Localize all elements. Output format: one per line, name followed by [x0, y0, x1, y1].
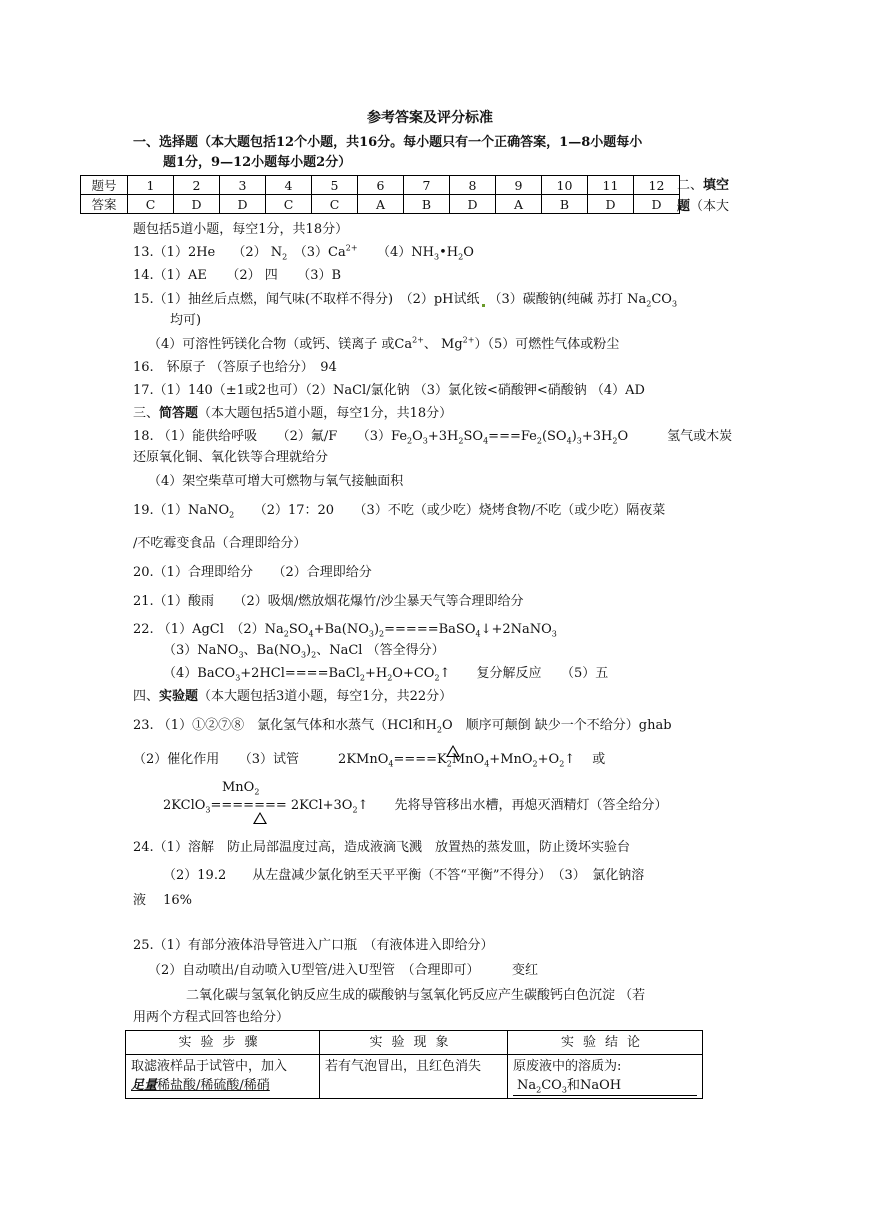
- table-cell: 3: [220, 176, 266, 195]
- text: 2: [536, 1085, 542, 1095]
- text: 2: [359, 673, 365, 683]
- text: 18. （1）能供给呼吸 （2）氟/F （3）Fe: [133, 429, 408, 444]
- text: 3: [238, 650, 244, 660]
- table-cell: C: [312, 195, 358, 214]
- answer-17: 17.（1）140（±1或2也可）（2）NaCl/氯化钠 （3）氯化铵<硝酸钾<硝酸钠 （4）AD: [133, 383, 645, 398]
- text: 4: [475, 629, 481, 639]
- table-cell: 4: [266, 176, 312, 195]
- text: MnO: [451, 752, 485, 767]
- text: +3H: [427, 429, 459, 444]
- table-cell: 5: [312, 176, 358, 195]
- answer-23-part3: [163, 798, 667, 814]
- text: 3: [422, 436, 428, 446]
- text: 2: [646, 299, 652, 309]
- text: O: [463, 245, 474, 260]
- text: 3: [576, 436, 582, 446]
- text: 、 Mg: [423, 337, 463, 352]
- text: （2）17：20 （3）不吃（或少吃）烧烤食物/不吃（或少吃）隔夜菜: [234, 503, 666, 518]
- text: 2: [352, 805, 358, 815]
- text: 23. （1）①②⑦⑧ 氯化氢气体和水蒸气（HCl和H: [133, 718, 437, 733]
- answer-24: 24.（1）溶解 防止局部温度过高，造成液滴飞溅 放置热的蒸发皿，防止烫坏实验台: [133, 840, 630, 855]
- table-row: [81, 176, 680, 195]
- table-cell: 8: [450, 176, 496, 195]
- table-header: 实验结论: [508, 1031, 703, 1055]
- answer-15-cont: 均可): [170, 313, 202, 328]
- answer-18-cont: 还原氧化铜、氧化铁等合理就给分: [133, 450, 329, 465]
- text: 2+: [412, 335, 424, 345]
- section3-heading: [133, 406, 452, 422]
- text: ): [373, 622, 380, 637]
- answer-25: 25.（1）有部分液体沿导管进入广口瓶 （有液体进入即给分）: [133, 938, 494, 953]
- table-cell: 若有气泡冒出，且红色消失: [320, 1055, 508, 1099]
- text: 2: [407, 436, 413, 446]
- text: (SO: [541, 429, 567, 444]
- answer-16: 16. 钚原子 （答原子也给分） 94: [133, 360, 337, 375]
- table-cell: D: [634, 195, 680, 214]
- text: 2: [446, 759, 452, 769]
- answer-14: 14.（1）AE （2） 四 （3）B: [133, 268, 342, 283]
- table-cell: D: [450, 195, 496, 214]
- table-cell: D: [220, 195, 266, 214]
- text: ===Fe: [488, 429, 537, 444]
- text: 3: [235, 673, 241, 683]
- answer-15-part4: [148, 337, 619, 353]
- table-header: 实验现象: [320, 1031, 508, 1055]
- table-cell: B: [404, 195, 450, 214]
- table-cell: B: [542, 195, 588, 214]
- answer-22: [133, 622, 557, 638]
- text: （3）Ca: [287, 245, 346, 260]
- table-header: 实验步骤: [126, 1031, 320, 1055]
- green-dot-mark: [482, 304, 485, 307]
- text: CO: [651, 292, 672, 307]
- text: 3: [671, 299, 678, 309]
- section1-heading: 一、选择题（本大题包括12个小题，共16分。每小题只有一个正确答案，1—8小题每小: [133, 135, 643, 150]
- text: 2: [283, 629, 289, 639]
- text: 实验题: [159, 689, 199, 704]
- table-cell: 题号: [81, 176, 128, 195]
- answer-19-cont: /不吃霉变食品（合理即给分）: [133, 536, 307, 551]
- text: O 顺序可颠倒 缺少一个不给分）ghab: [441, 718, 672, 733]
- text: 3: [434, 252, 440, 262]
- text: 4: [308, 629, 314, 639]
- table-cell: 12: [634, 176, 680, 195]
- text-line: [131, 1076, 314, 1095]
- answer-21: 21.（1）酸雨 （2）吸烟/燃放烟花爆竹/沙尘暴天气等合理即给分: [133, 594, 524, 609]
- text: 2: [458, 436, 464, 446]
- experiment-table: [125, 1030, 703, 1099]
- answer-13: [133, 245, 474, 261]
- text: ↓+2NaNO: [480, 622, 552, 637]
- text: 2: [254, 787, 260, 797]
- text: 2: [434, 673, 440, 683]
- text: ）（5）可燃性气体或粉尘: [474, 337, 620, 352]
- text: 3: [551, 629, 557, 639]
- text: 3: [300, 650, 307, 660]
- text: ======= 2KCl+3O: [210, 798, 353, 813]
- answer-25-cont: 用两个方程式回答也给分）: [133, 1010, 290, 1025]
- text-line: [513, 1076, 697, 1096]
- text: （3）碳酸钠(纯碱 苏打 Na: [488, 292, 647, 307]
- text: （4）可溶性钙镁化合物（或钙、镁离子 或Ca: [148, 337, 413, 352]
- table-cell: [126, 1055, 320, 1099]
- text: 和NaOH: [566, 1078, 622, 1093]
- table-cell: C: [128, 195, 174, 214]
- text: =====BaSO: [384, 622, 476, 637]
- table-cell: 答案: [81, 195, 128, 214]
- text: Na: [517, 1078, 537, 1093]
- table-cell: D: [588, 195, 634, 214]
- text: 、Ba(NO: [243, 643, 301, 658]
- text: 2: [282, 252, 288, 262]
- text: O: [412, 429, 423, 444]
- text: 3: [205, 805, 211, 815]
- text: 3: [561, 1085, 567, 1095]
- text: •H: [439, 245, 459, 260]
- text: 3: [368, 629, 374, 639]
- text: ): [571, 429, 577, 444]
- text: ): [306, 643, 312, 658]
- text: 2: [311, 650, 317, 660]
- text: 2: [387, 673, 393, 683]
- text: 2: [458, 252, 464, 262]
- table-cell: D: [174, 195, 220, 214]
- answer-22-part4: [163, 666, 608, 682]
- text: 2+: [345, 243, 358, 253]
- text: 、NaCl （答全得分）: [316, 643, 445, 658]
- text: 2: [612, 436, 618, 446]
- answer-19: [133, 503, 665, 519]
- text: （3）NaNO: [163, 643, 239, 658]
- section4-heading: [133, 689, 452, 705]
- table-cell: 9: [496, 176, 542, 195]
- text: ↑ 先将导管移出水槽，再熄灭酒精灯（答全给分）: [357, 798, 668, 813]
- text: 取滤液样品于试管中，加入: [131, 1059, 288, 1074]
- text: 二、: [677, 178, 704, 193]
- table-row: [126, 1055, 703, 1099]
- answer-23-part2: [133, 752, 605, 768]
- text: （本大题包括3道小题，每空1分，共22分）: [198, 689, 453, 704]
- table-cell: 6: [358, 176, 404, 195]
- text: 13.（1）2He （2） N: [133, 245, 283, 260]
- answer-24-part2: （2）19.2 从左盘减少氯化钠至天平平衡（不答“平衡”不得分） （3） 氯化钠溶: [163, 868, 645, 883]
- answer-20: 20.（1）合理即给分 （2）合理即给分: [133, 565, 372, 580]
- text: 简答题: [159, 406, 199, 421]
- text: SO: [288, 622, 309, 637]
- answer-table: [80, 175, 680, 214]
- table-cell: C: [266, 195, 312, 214]
- section2-heading-b: [677, 199, 729, 215]
- text: 稀盐酸/稀硫酸/稀硝: [157, 1078, 270, 1093]
- answer-25-part2: （2）自动喷出/自动喷入U型管/进入U型管 （合理即可） 变红: [148, 963, 538, 978]
- answer-24-cont: 液 16%: [133, 893, 193, 908]
- text: +Ba(NO: [313, 622, 369, 637]
- catalyst-label: [222, 780, 259, 796]
- text: 三、: [133, 406, 160, 421]
- text: （本大题包括5道小题，每空1分，共18分）: [198, 406, 453, 421]
- section2-heading: [677, 178, 729, 194]
- text: 19.（1）NaNO: [133, 503, 230, 518]
- table-cell: A: [358, 195, 404, 214]
- answer-18-part4: （4）架空柴草可增大可燃物与氧气接触面积: [148, 474, 404, 489]
- text: 4: [484, 759, 490, 769]
- page-title: 参考答案及评分标准: [367, 110, 493, 126]
- answer-15: [133, 292, 677, 308]
- text: 2: [536, 436, 542, 446]
- text: 2: [532, 759, 538, 769]
- text: +2HCl====BaCl: [240, 666, 360, 681]
- text: 填空: [703, 178, 730, 193]
- text: 2: [559, 759, 565, 769]
- text: 4: [483, 436, 489, 446]
- answer-25-part3: 二氧化碳与氢氧化钠反应生成的碳酸钠与氢氧化钙反应产生碳酸钙白色沉淀 （若: [186, 988, 646, 1003]
- table-cell: 1: [128, 176, 174, 195]
- table-cell: A: [496, 195, 542, 214]
- text: 15.（1）抽丝后点燃，闻气味(不取样不得分) （2）pH试纸: [133, 292, 480, 307]
- text: （2）催化作用 （3）试管 2KMnO: [133, 752, 389, 767]
- text: 22. （1）AgCl （2）Na: [133, 622, 284, 637]
- table-cell: 7: [404, 176, 450, 195]
- text: （4）NH: [357, 245, 435, 260]
- text: 题: [677, 199, 691, 214]
- text: +O: [537, 752, 560, 767]
- answer-18: [133, 429, 732, 445]
- section1-heading-cont: 题1分，9—12小题每小题2分）: [163, 155, 352, 170]
- text: 2+: [462, 335, 475, 345]
- text: 四、: [133, 689, 160, 704]
- table-row: [126, 1031, 703, 1055]
- text: 原废液中的溶质为:: [513, 1059, 622, 1074]
- text: 2: [229, 510, 235, 520]
- text: ↑ 复分解反应 （5）五: [439, 666, 609, 681]
- text: O+CO: [392, 666, 435, 681]
- text: O 氢气或木炭: [617, 429, 733, 444]
- text: 4: [566, 436, 572, 446]
- text: ↑ 或: [564, 752, 606, 767]
- text: 4: [388, 759, 394, 769]
- text: CO: [541, 1078, 562, 1093]
- heating-triangle-icon: [253, 812, 267, 824]
- answer-22-part3: [163, 643, 445, 659]
- table-cell: 2: [174, 176, 220, 195]
- text: +H: [364, 666, 388, 681]
- text: SO: [463, 429, 484, 444]
- answer-23: [133, 718, 672, 734]
- text: 2KClO: [163, 798, 206, 813]
- text: MnO: [222, 780, 255, 795]
- text: 2: [436, 725, 442, 735]
- text: +MnO: [489, 752, 533, 767]
- section2-heading-cont: 题包括5道小题，每空1分，共18分）: [133, 222, 349, 237]
- text: （4）BaCO: [163, 666, 236, 681]
- text: +3H: [581, 429, 613, 444]
- text: （本大: [690, 199, 730, 214]
- table-row: [81, 195, 680, 214]
- table-cell: 10: [542, 176, 588, 195]
- text: 2: [379, 629, 385, 639]
- table-cell: [508, 1055, 703, 1099]
- table-cell: 11: [588, 176, 634, 195]
- text: 足量: [131, 1078, 158, 1093]
- text: ====K: [393, 752, 447, 767]
